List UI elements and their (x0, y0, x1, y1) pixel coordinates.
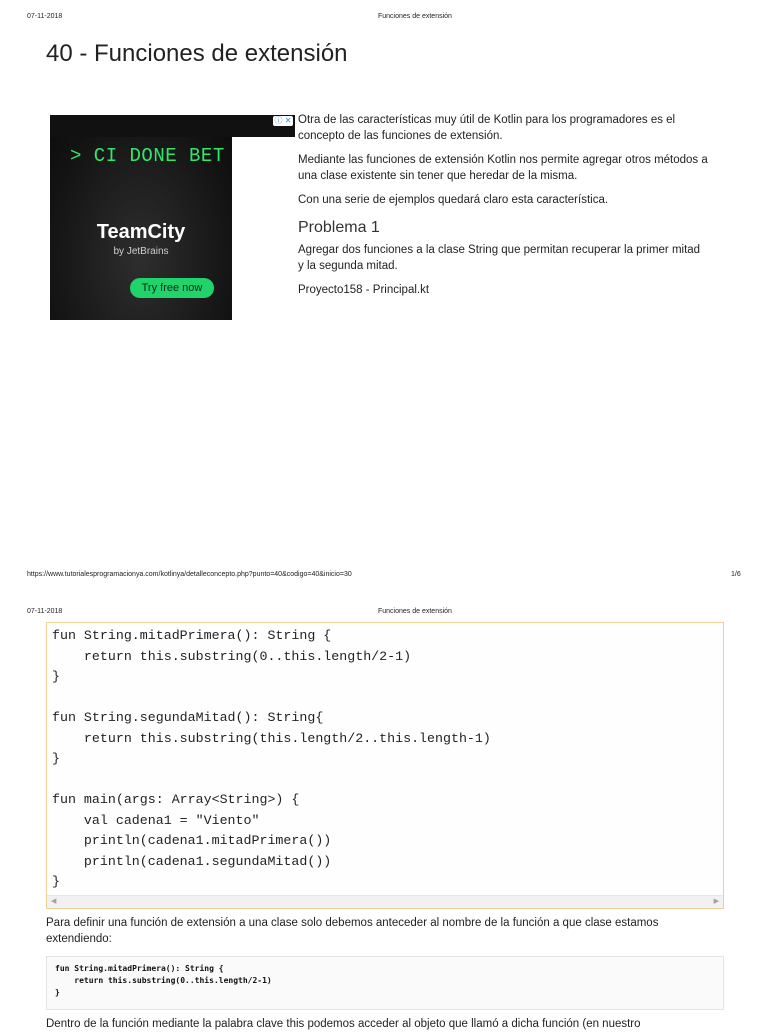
problem-heading: Problema 1 (298, 219, 380, 236)
ad-sub: by JetBrains (113, 246, 169, 257)
page1-header-date: 07-11-2018 (27, 13, 63, 20)
intro-paragraph-1: Otra de las características muy útil de Kotlin para los programadores es el concepto de las funciones de extensión. (298, 114, 676, 142)
explanation-paragraph: Para definir una función de extensión a una clase solo debemos anteceder al nombre de la función a que clase estamos extendiendo: (46, 917, 659, 945)
code-listing: fun String.mitadPrimera(): String { return this.substring(0..this.length/2-1) } fun String.segundaMitad(): String{ return this.substring(this.length/2..this.length-1) } fun main(args: Array<String>) { val cadena1 = "Viento" println(cadena1.mitadPrimera()) println(cadena1.segundaMitad()) } (52, 628, 491, 889)
code-block (46, 622, 724, 909)
cut-paragraph: Dentro de la función mediante la palabra clave this podemos acceder al objeto que llamó a dicha función (en nuestro (46, 1018, 641, 1030)
ad-brand: TeamCity (96, 221, 186, 243)
project-filename: Proyecto158 - Principal.kt (298, 284, 430, 296)
ad-banner[interactable] (50, 115, 295, 320)
ad-terminal-bar (50, 115, 295, 137)
code-scrollbar[interactable] (47, 895, 723, 908)
scroll-left-icon[interactable]: ◀ (51, 898, 57, 905)
page1-header-title: Funciones de extensión (378, 13, 452, 20)
code-snippet: fun String.mitadPrimera(): String { return this.substring(0..this.length/2-1) } (55, 964, 272, 997)
ad-white-panel (232, 137, 295, 320)
page-title: 40 - Funciones de extensión (46, 40, 348, 67)
problem-description: Agregar dos funciones a la clase String que permitan recuperar la primer mitad y la segunda mitad. (298, 244, 701, 272)
code-snippet-block (46, 956, 724, 1010)
intro-paragraph-3: Con una serie de ejemplos quedará claro esta característica. (298, 194, 609, 206)
page1-footer-url: https://www.tutorialesprogramacionya.com/kotlinya/detalleconcepto.php?punto=40&codigo=40&inicio=30 (27, 571, 352, 578)
page1-footer-page: 1/6 (731, 571, 741, 578)
intro-content (298, 112, 708, 306)
ad-try-button[interactable]: Try free now (130, 278, 214, 298)
ad-code-text: > CI DONE BET (70, 145, 225, 167)
ad-choices-icon[interactable]: ⓘ ✕ (274, 116, 292, 125)
page2-header-title: Funciones de extensión (378, 608, 452, 615)
intro-paragraph-2: Mediante las funciones de extensión Kotlin nos permite agregar otros métodos a una clase existente sin tener que heredar de la misma. (298, 154, 708, 182)
page2-header-date: 07-11-2018 (27, 608, 63, 615)
scroll-right-icon[interactable]: ▶ (713, 898, 719, 905)
